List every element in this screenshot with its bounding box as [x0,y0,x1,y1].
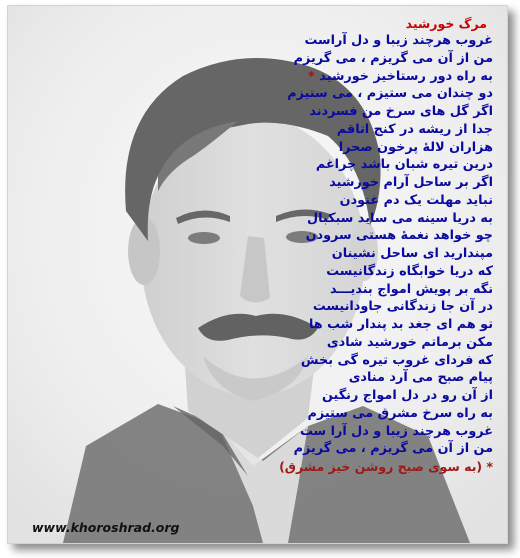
poem-line: جدا از ریشه در کنج اتاقم [336,121,493,137]
poem-line: که فردای غروب تیره گی بخش [300,352,493,368]
poem-title: مرگ خورشید [405,16,487,31]
poem-line: غروب هرچند زیبا و دل آراست [304,33,493,48]
poem-line: من از آن می گریزم ، می گریزم [293,50,493,66]
poem-line: تو هم ای جغد بد پندار شب ها [308,317,493,332]
poem-line: درین تیره شبان باشد چراغم [315,157,493,173]
poem-line: اگر گل های سرخ من فسردند [309,104,493,119]
poem-line: پیام صبح می آرد منادی [348,370,493,386]
poem-line: غروب هرچند زیبا و دل آرا ست [299,423,493,439]
poem-line: که دریا خوابگاه زندگانیست [326,263,493,279]
poem-card [7,5,508,544]
poem-line [193,68,493,86]
poem-line: به دریا سینه می ساید سبکبال [306,210,493,226]
poem-line: من از آن می گریزم ، می گریزم [293,441,493,457]
poem-line: نگه بر پویش امواج بندیـــد [330,281,493,297]
poem-line: به راه سرخ مشرق می ستیزم [307,405,493,421]
poem-line: چو خواهد نغمهٔ هستی سرودن [305,228,493,244]
poem-line: مپندارید ای ساحل نشینان [331,246,493,261]
poem-line: مکن برماتم خورشید شادی [326,334,493,350]
poem-line: اگر بر ساحل آرام خورشید [329,175,493,190]
poem-footnote: * (به سوی صبح روشن خیز مشرق) [279,459,493,474]
poem-line: دو چندان می ستیزم ، می ستیزم [287,86,493,102]
footnote-asterisk: * [308,68,315,84]
poem-line-text: به راه دور رستاخیز خورشید [319,68,493,84]
poem-line: در آن جا زندگانی جاودانیست [312,299,493,315]
poem [193,15,493,476]
poem-lines [193,32,493,458]
site-url: www.khoroshrad.org [32,520,180,535]
poem-line: نباید مهلت یک دم غنودن [339,192,493,208]
poem-line: هزاران لالهٔ پرخون صحرا [338,139,493,155]
poem-line: از آن رو در دل امواج رنگین [321,388,493,403]
